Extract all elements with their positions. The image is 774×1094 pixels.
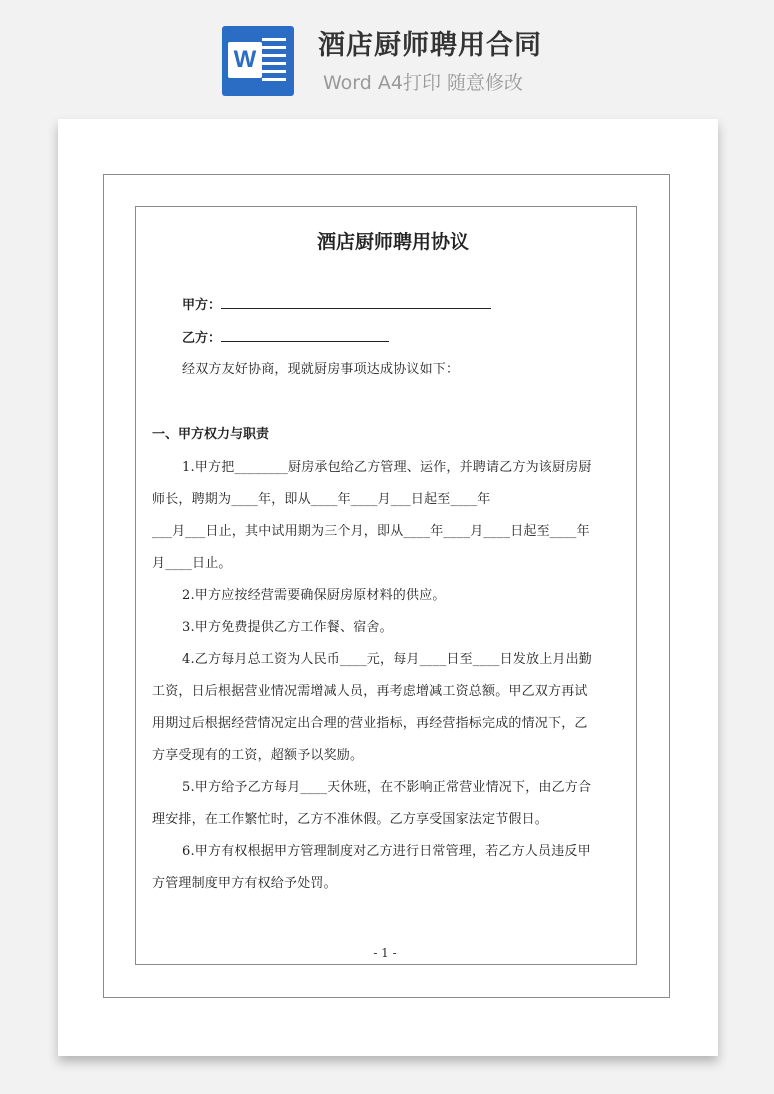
party-b-field xyxy=(182,329,389,348)
party-a-label: 甲方： xyxy=(182,298,222,313)
clause-line: ___月___日止，其中试用期为三个月，即从____年____月____日起至____年 xyxy=(152,524,590,539)
clause-line: 月____日止。 xyxy=(152,556,232,571)
clause-line: 方享受现有的工资，超额予以奖励。 xyxy=(152,748,364,763)
clause-line: 4.乙方每月总工资为人民币____元，每月____日至____日发放上月出勤 xyxy=(182,652,593,667)
clause-line: 用期过后根据经营情况定出合理的营业指标，再经营指标完成的情况下，乙 xyxy=(152,716,588,731)
word-logo-letter: W xyxy=(228,42,262,78)
clause-line: 方管理制度甲方有权给予处罚。 xyxy=(152,876,337,891)
intro-paragraph: 经双方友好协商，现就厨房事项达成协议如下： xyxy=(182,362,460,377)
clause-line: 2.甲方应按经营需要确保厨房原材料的供应。 xyxy=(182,588,446,603)
word-document-icon xyxy=(222,26,294,96)
clause-line: 3.甲方免费提供乙方工作餐、宿舍。 xyxy=(182,620,393,635)
document-title: 酒店厨师聘用协议 xyxy=(316,231,469,253)
clause-line: 工资，日后根据营业情况需增减人员，再考虑增减工资总额。甲乙双方再试 xyxy=(152,684,588,699)
party-b-blank xyxy=(221,329,389,342)
party-b-label: 乙方： xyxy=(182,331,222,346)
section-heading: 一、甲方权力与职责 xyxy=(152,427,270,442)
page-number: - 1 - xyxy=(373,946,397,960)
clause-line: 1.甲方把________厨房承包给乙方管理、运作，并聘请乙方为该厨房厨 xyxy=(182,460,592,475)
clause-line: 5.甲方给予乙方每月____天休班，在不影响正常营业情况下，由乙方合 xyxy=(182,780,592,795)
clause-line: 理安排，在工作繁忙时，乙方不准休假。乙方享受国家法定节假日。 xyxy=(152,812,549,827)
banner-subtitle: Word A4打印 随意修改 xyxy=(323,72,524,94)
party-a-blank xyxy=(221,296,491,309)
party-a-field xyxy=(182,296,491,315)
document-page xyxy=(58,119,718,1056)
banner-title: 酒店厨师聘用合同 xyxy=(318,30,542,61)
clause-line: 6.甲方有权根据甲方管理制度对乙方进行日常管理，若乙方人员违反甲 xyxy=(182,844,591,859)
clause-line: 师长，聘期为____年，即从____年____月___日起至____年 xyxy=(152,492,491,507)
banner xyxy=(0,0,774,110)
